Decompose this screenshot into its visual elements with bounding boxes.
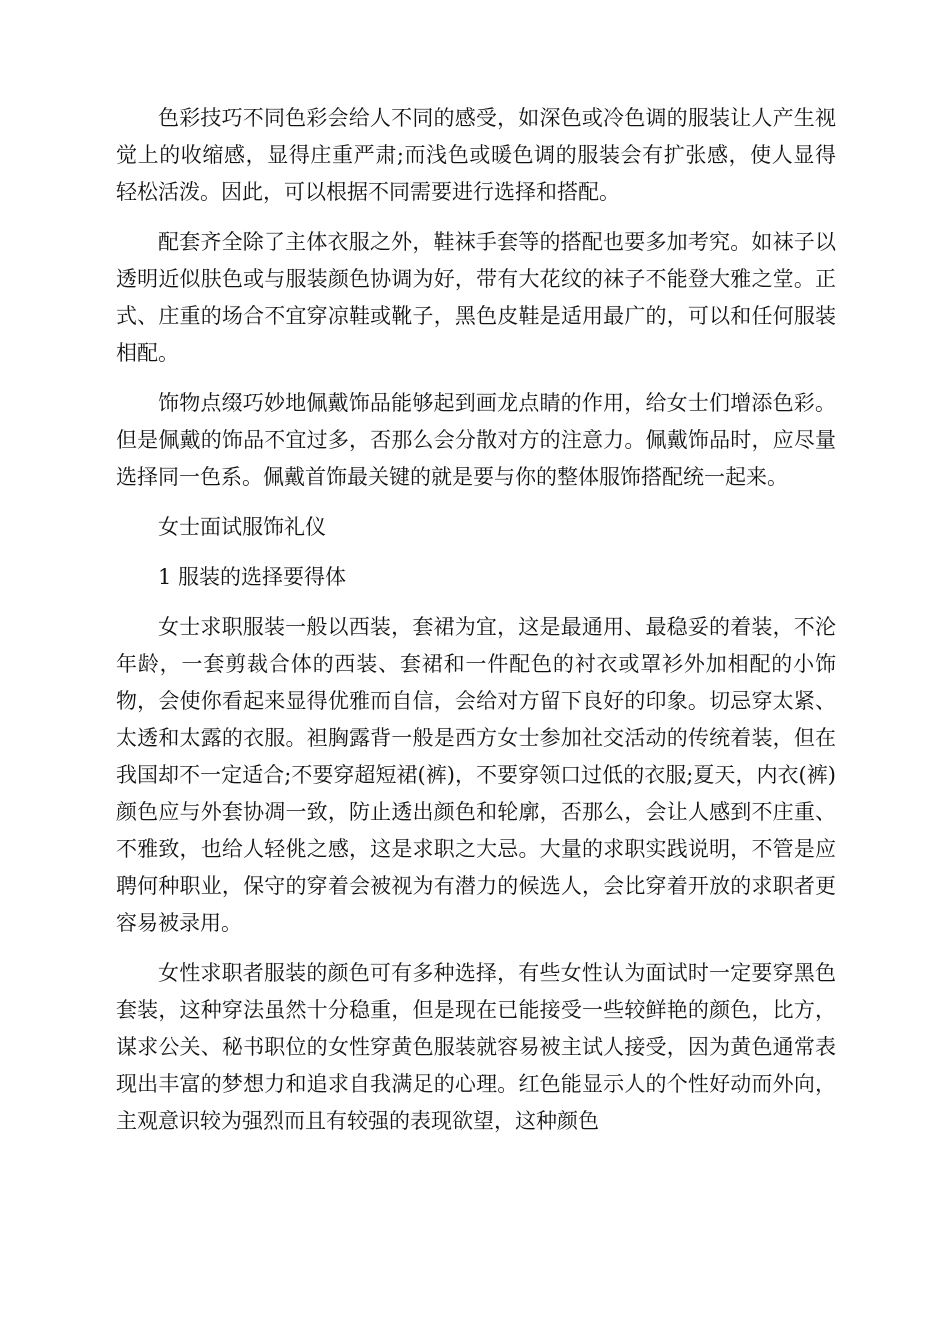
paragraph-jewelry: 饰物点缀巧妙地佩戴饰品能够起到画龙点睛的作用，给女士们增添色彩。但是佩戴的饰品不宜过多，否那么会分散对方的注意力。佩戴饰品时，应尽量选择同一色系。佩戴首饰最关键的就是要与你的整体服饰搭配统一起来。 — [116, 391, 836, 489]
paragraph-suit-choice: 女士求职服装一般以西装，套裙为宜，这是最通用、最稳妥的着装，不沦年龄，一套剪裁合体的西装、套裙和一件配色的衬衣或罩衫外加相配的小饰物，会使你看起来显得优雅而自信，会给对方留下良好的印象。切忌穿太紧、太透和太露的衣服。袒胸露背一般是西方女士参加社交活动的传统着装，但在我国却不一定适合;不要穿超短裙(裤)，不要穿领口过低的衣服;夏天，内衣(裤)颜色应与外套协凋一致，防止透出颜色和轮廓，否那么，会让人感到不庄重、不雅致，也给人轻佻之感，这是求职之大忌。大量的求职实践说明，不管是应聘何种职业，保守的穿着会被视为有潜力的候选人，会比穿着开放的求职者更容易被录用。 — [116, 615, 836, 935]
paragraph-matching-accessories: 配套齐全除了主体衣服之外，鞋袜手套等的搭配也要多加考究。如袜子以透明近似肤色或与服装颜色协调为好，带有大花纹的袜子不能登大雅之堂。正式、庄重的场合不宜穿凉鞋或靴子，黑色皮鞋是适用最广的，可以和任何服装相配。 — [116, 230, 836, 365]
subsection-heading: 1 服装的选择要得体 — [158, 565, 347, 589]
document-page — [116, 100, 836, 1153]
paragraph-clothing-color: 女性求职者服装的颜色可有多种选择，有些女性认为面试时一定要穿黑色套装，这种穿法虽然十分稳重，但是现在已能接受一些较鲜艳的颜色，比方，谋求公关、秘书职位的女性穿黄色服装就容易被主试人接受，因为黄色通常表现出丰富的梦想力和追求自我满足的心理。红色能显示人的个性好动而外向，主观意识较为强烈而且有较强的表现欲望，这种颜色 — [116, 961, 836, 1133]
paragraph-color-technique: 色彩技巧不同色彩会给人不同的感受，如深色或冷色调的服装让人产生视觉上的收缩感，显得庄重严肃;而浅色或暖色调的服装会有扩张感，使人显得轻松活泼。因此，可以根据不同需要进行选择和搭配。 — [116, 106, 836, 204]
section-heading: 女士面试服饰礼仪 — [158, 515, 326, 539]
